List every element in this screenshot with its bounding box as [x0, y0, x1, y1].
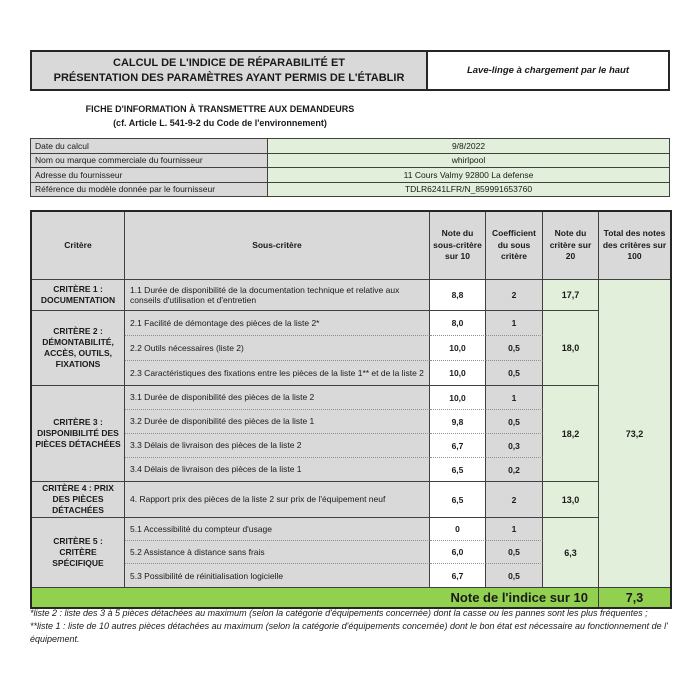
- header-note-sous-critere: Note du sous-critère sur 10: [430, 212, 486, 280]
- row-1-1: [32, 280, 670, 311]
- note-3-2: 9,8: [430, 410, 486, 434]
- final-score-value: 7,3: [599, 588, 670, 607]
- row-5-1: [32, 518, 670, 541]
- total-over-100: 73,2: [599, 280, 670, 588]
- header-sous-critere: Sous-critère: [125, 212, 430, 280]
- note-4: 6,5: [430, 482, 486, 518]
- row-3-1: [32, 386, 670, 410]
- criterion-5-label: CRITÈRE 5 : CRITÈRE SPÉCIFIQUE: [32, 518, 125, 588]
- note20-criterion-5: 6,3: [543, 518, 599, 588]
- footnote-liste-1: **liste 1 : liste de 10 autres pièces détachées au maximum (selon la catégorie d'équipements concernée) dont le bon état est nécessaire au fonctionnement de l' équipement.: [30, 621, 668, 645]
- note-5-3: 6,7: [430, 564, 486, 588]
- coeff-4: 2: [486, 482, 543, 518]
- note-3-4: 6,5: [430, 458, 486, 482]
- note-5-2: 6,0: [430, 541, 486, 564]
- footnotes: [30, 607, 670, 646]
- final-score-row: [32, 588, 670, 607]
- info-label-reference: Référence du modèle donnée par le fournisseur: [31, 182, 268, 197]
- subcriterion-4-label: 4. Rapport prix des pièces de la liste 2 sur prix de l'équipement neuf: [125, 482, 430, 518]
- info-row-brand: [31, 153, 670, 168]
- note20-criterion-4: 13,0: [543, 482, 599, 518]
- coeff-3-2: 0,5: [486, 410, 543, 434]
- subcriterion-1-1-label: 1.1 Durée de disponibilité de la documentation technique et relative aux conseils d'utilisation et d'entretien: [125, 280, 430, 311]
- subcriterion-3-3-label: 3.3 Délais de livraison des pièces de la liste 2: [125, 434, 430, 458]
- criterion-2-label: CRITÈRE 2 : DÉMONTABILITÉ, ACCÈS, OUTILS, FIXATIONS: [32, 311, 125, 386]
- document-title-box: [30, 50, 428, 91]
- subcriterion-3-4-label: 3.4 Délais de livraison des pièces de la liste 1: [125, 458, 430, 482]
- score-table-header-row: [32, 212, 670, 280]
- note-3-1: 10,0: [430, 386, 486, 410]
- note20-criterion-1: 17,7: [543, 280, 599, 311]
- criterion-3-label: CRITÈRE 3 : DISPONIBILITÉ DES PIÈCES DÉTACHÉES: [32, 386, 125, 482]
- subtitle-line2: (cf. Article L. 541-9-2 du Code de l'environnement): [113, 117, 327, 128]
- document-subtitle: [30, 103, 410, 130]
- coeff-5-2: 0,5: [486, 541, 543, 564]
- note-2-3: 10,0: [430, 361, 486, 386]
- note20-criterion-2: 18,0: [543, 311, 599, 386]
- header-coefficient: Coefficient du sous critère: [486, 212, 543, 280]
- info-label-brand: Nom ou marque commerciale du fournisseur: [31, 153, 268, 168]
- info-value-address: 11 Cours Valmy 92800 La defense: [268, 168, 670, 183]
- info-row-date: [31, 139, 670, 154]
- row-4: [32, 482, 670, 518]
- subcriterion-3-2-label: 3.2 Durée de disponibilité des pièces de la liste 1: [125, 410, 430, 434]
- coeff-5-1: 1: [486, 518, 543, 541]
- score-table: [30, 210, 672, 609]
- info-value-brand: whirlpool: [268, 153, 670, 168]
- coeff-3-3: 0,3: [486, 434, 543, 458]
- coeff-1-1: 2: [486, 280, 543, 311]
- coeff-2-3: 0,5: [486, 361, 543, 386]
- note20-criterion-3: 18,2: [543, 386, 599, 482]
- coeff-2-1: 1: [486, 311, 543, 336]
- subcriterion-5-3-label: 5.3 Possibilité de réinitialisation logicielle: [125, 564, 430, 588]
- subcriterion-3-1-label: 3.1 Durée de disponibilité des pièces de la liste 2: [125, 386, 430, 410]
- final-score-label: Note de l'indice sur 10: [32, 588, 599, 607]
- note-1-1: 8,8: [430, 280, 486, 311]
- subcriterion-2-1-label: 2.1 Facilité de démontage des pièces de la liste 2*: [125, 311, 430, 336]
- subtitle-line1: FICHE D'INFORMATION À TRANSMETTRE AUX DEMANDEURS: [85, 104, 355, 114]
- info-row-address: [31, 168, 670, 183]
- supplier-info-table: [30, 138, 670, 197]
- info-label-date: Date du calcul: [31, 139, 268, 154]
- document-title-line2: PRÉSENTATION DES PARAMÈTRES AYANT PERMIS DE L'ÉTABLIR: [53, 71, 405, 84]
- info-label-address: Adresse du fournisseur: [31, 168, 268, 183]
- info-value-reference: TDLR6241LFR/N_859991653760: [268, 182, 670, 197]
- note-3-3: 6,7: [430, 434, 486, 458]
- subcriterion-2-2-label: 2.2 Outils nécessaires (liste 2): [125, 336, 430, 361]
- info-value-date: 9/8/2022: [268, 139, 670, 154]
- header-note-critere-20: Note du critère sur 20: [543, 212, 599, 280]
- coeff-5-3: 0,5: [486, 564, 543, 588]
- coeff-3-1: 1: [486, 386, 543, 410]
- note-5-1: 0: [430, 518, 486, 541]
- note-2-1: 8,0: [430, 311, 486, 336]
- product-category-label: Lave-linge à chargement par le haut: [466, 65, 630, 76]
- document-title-line1: CALCUL DE L'INDICE DE RÉPARABILITÉ ET: [113, 56, 345, 69]
- footnote-liste-2: *liste 2 : liste des 3 à 5 pièces détachées au maximum (selon la catégorie d'équipements concernée) dont la casse ou les pannes sont les plus fréquentes ;: [30, 608, 648, 618]
- header-total-100: Total des notes des critères sur 100: [599, 212, 670, 280]
- header-critere: Critère: [32, 212, 125, 280]
- note-2-2: 10,0: [430, 336, 486, 361]
- coeff-2-2: 0,5: [486, 336, 543, 361]
- subcriterion-5-1-label: 5.1 Accessibilité du compteur d'usage: [125, 518, 430, 541]
- row-2-1: [32, 311, 670, 336]
- product-category-box: [428, 50, 670, 91]
- coeff-3-4: 0,2: [486, 458, 543, 482]
- subcriterion-2-3-label: 2.3 Caractéristiques des fixations entre les pièces de la liste 1** et de la liste 2: [125, 361, 430, 386]
- document-header: [30, 50, 670, 91]
- info-row-reference: [31, 182, 670, 197]
- subcriterion-5-2-label: 5.2 Assistance à distance sans frais: [125, 541, 430, 564]
- criterion-1-label: CRITÈRE 1 : DOCUMENTATION: [32, 280, 125, 311]
- criterion-4-label: CRITÈRE 4 : PRIX DES PIÈCES DÉTACHÉES: [32, 482, 125, 518]
